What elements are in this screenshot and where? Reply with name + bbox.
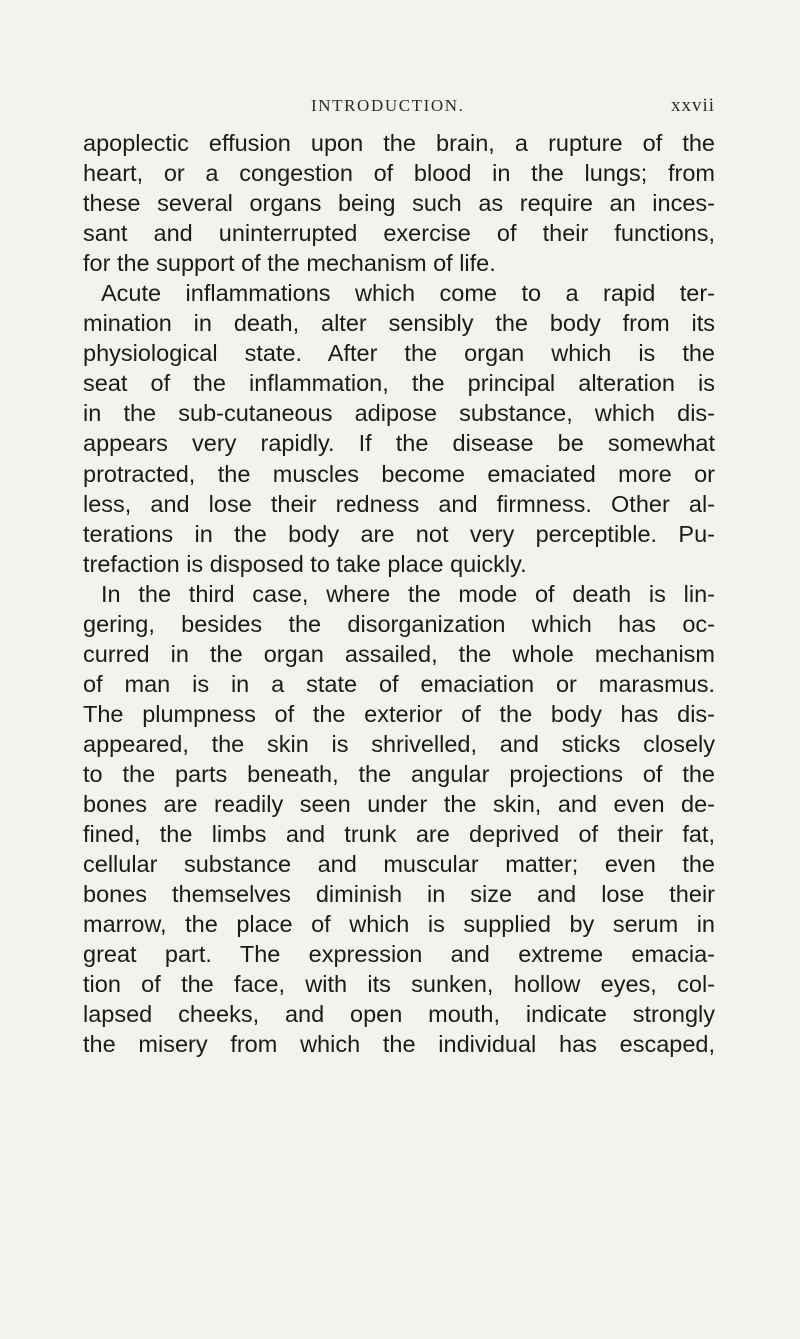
text-line: protracted, the muscles become emaciated more or	[83, 460, 715, 487]
text-line: cellular substance and muscular matter; even the	[83, 851, 715, 878]
paragraph-start-line: In the third case, where the mode of death is lin-	[101, 580, 715, 607]
text-line: apoplectic effusion upon the brain, a rupture of the	[83, 130, 715, 156]
text-line: physiological state. After the organ which is the	[83, 340, 715, 367]
text-line: seat of the inflammation, the principal alteration is	[83, 370, 715, 397]
text-line: for the support of the mechanism of life.	[83, 250, 496, 277]
text-line: to the parts beneath, the angular projections of the	[83, 760, 715, 787]
text-line: bones themselves diminish in size and lose their	[83, 881, 715, 908]
text-line: bones are readily seen under the skin, and even de-	[83, 791, 715, 818]
text-line: of man is in a state of emaciation or marasmus.	[83, 670, 715, 697]
running-title: INTRODUCTION.	[311, 96, 465, 115]
text-line: sant and uninterrupted exercise of their functions,	[83, 220, 715, 247]
text-line: fined, the limbs and trunk are deprived of their fat,	[83, 821, 715, 848]
text-line: these several organs being such as require an inces-	[83, 190, 715, 217]
text-line: less, and lose their redness and firmness. Other al-	[83, 490, 715, 517]
running-head	[83, 96, 715, 120]
text-line: in the sub-cutaneous adipose substance, which dis-	[83, 400, 715, 427]
text-line: mination in death, alter sensibly the body from its	[83, 310, 715, 337]
text-line: great part. The expression and extreme emacia-	[83, 941, 715, 968]
text-line: curred in the organ assailed, the whole mechanism	[83, 640, 715, 667]
text-line: lapsed cheeks, and open mouth, indicate strongly	[83, 1001, 715, 1028]
text-line: the misery from which the individual has escaped,	[83, 1031, 715, 1058]
text-line: heart, or a congestion of blood in the lungs; from	[83, 160, 715, 187]
text-line: The plumpness of the exterior of the body has dis-	[83, 700, 715, 727]
paragraph-start-line: Acute inflammations which come to a rapid ter-	[101, 280, 715, 307]
text-line: trefaction is disposed to take place quickly.	[83, 550, 527, 577]
page-number: xxvii	[670, 95, 715, 116]
text-line: marrow, the place of which is supplied by serum in	[83, 911, 715, 938]
text-line: appears very rapidly. If the disease be somewhat	[83, 430, 715, 457]
text-line: tion of the face, with its sunken, hollow eyes, col-	[83, 971, 715, 998]
text-line: appeared, the skin is shrivelled, and sticks closely	[83, 730, 715, 757]
text-line: terations in the body are not very perceptible. Pu-	[83, 520, 715, 547]
body-text	[83, 128, 715, 1059]
text-line: gering, besides the disorganization which has oc-	[83, 610, 715, 637]
